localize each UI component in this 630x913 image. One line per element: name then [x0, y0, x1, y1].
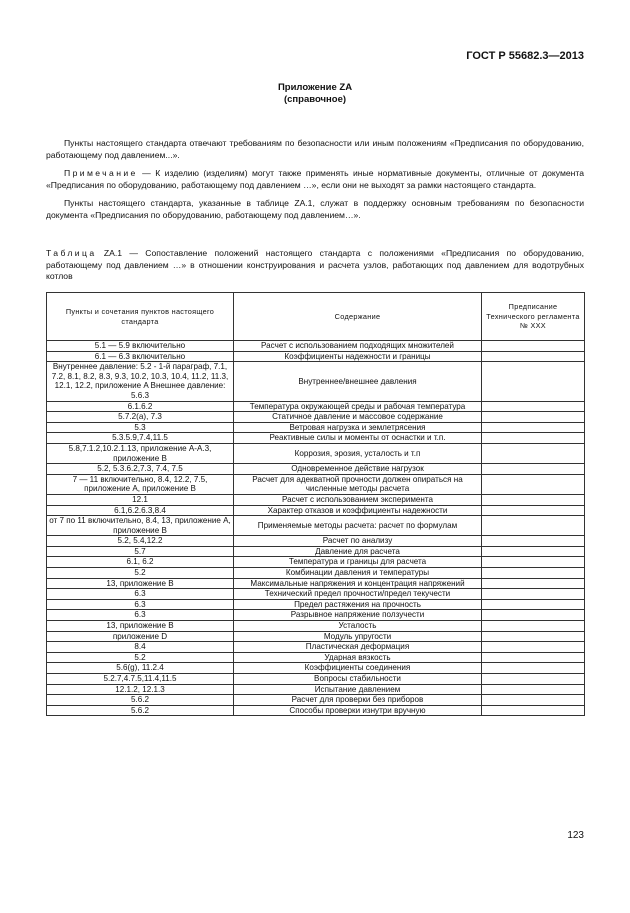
regulation-cell — [482, 401, 585, 412]
regulation-cell — [482, 663, 585, 674]
table-caption — [46, 248, 584, 290]
table-row — [47, 631, 585, 642]
clause-cell: 5.7.2(a), 7.3 — [47, 412, 234, 423]
clause-cell: 8.4 — [47, 642, 234, 653]
table-row — [47, 652, 585, 663]
note-label: Примечание — [64, 168, 138, 179]
regulation-cell — [482, 684, 585, 695]
annex-subtitle: (справочное) — [283, 94, 347, 105]
table-row — [47, 674, 585, 685]
regulation-cell — [482, 631, 585, 642]
clause-cell: 5.2.7,4.7.5,11.4,11.5 — [47, 674, 234, 685]
content-cell: Коэффициенты соединения — [234, 663, 482, 674]
clause-cell: 5.2 — [47, 652, 234, 663]
content-cell: Применяемые методы расчета: расчет по формулам — [234, 516, 482, 536]
regulation-cell — [482, 674, 585, 685]
clause-cell: 5.3 — [47, 422, 234, 433]
clause-cell: 13, приложение B — [47, 578, 234, 589]
table-row — [47, 610, 585, 621]
table-row — [47, 705, 585, 716]
table-row — [47, 621, 585, 632]
regulation-cell — [482, 505, 585, 516]
clause-cell: приложение D — [47, 631, 234, 642]
regulation-cell — [482, 422, 585, 433]
clause-cell: Внутреннее давление: 5.2 - 1-й параграф, 7.1, 7.2, 8.1, 8.2, 8.3, 9.3, 10.2, 10.3, 10.4, 11.2, 11.3, 12.1, 12.2, приложение A Внешнее давление: 5.6.3 — [47, 362, 234, 401]
clause-cell: 5.8,7.1.2,10.2.1.13, приложение A-A.3, приложение B — [47, 443, 234, 463]
table-caption-text: ZA.1 — Сопоставление положений настоящего стандарта с положениями «Предписания по оборудованию, работающему под давлением …» в отношении конструирования и расчета узлов, работающих под давлением для водотрубных котлов — [46, 248, 584, 282]
clause-cell: 6.3 — [47, 610, 234, 621]
table-row — [47, 516, 585, 536]
comparison-table — [46, 292, 585, 716]
table-row — [47, 505, 585, 516]
clause-cell: 6.1,6.2.6.3,8.4 — [47, 505, 234, 516]
content-cell: Испытание давлением — [234, 684, 482, 695]
regulation-cell — [482, 568, 585, 579]
table-body — [47, 341, 585, 716]
regulation-cell — [482, 464, 585, 475]
content-cell: Характер отказов и коэффициенты надежности — [234, 505, 482, 516]
regulation-cell — [482, 474, 585, 494]
regulation-cell — [482, 695, 585, 706]
note-paragraph — [46, 168, 584, 191]
header-clauses: Пункты и сочетания пунктов настоящего стандарта — [47, 293, 234, 341]
paragraph: Пункты настоящего стандарта отвечают требованиям по безопасности или иным положениям «Предписания по оборудованию, работающему под давлением...». — [46, 138, 584, 160]
clause-cell: 6.3 — [47, 589, 234, 600]
regulation-cell — [482, 546, 585, 557]
table-row — [47, 536, 585, 547]
content-cell: Реактивные силы и моменты от оснастки и т.п. — [234, 433, 482, 444]
regulation-cell — [482, 652, 585, 663]
content-cell: Предел растяжения на прочность — [234, 599, 482, 610]
regulation-cell — [482, 443, 585, 463]
clause-cell: 7 — 11 включительно, 8.4, 12.2, 7.5, приложение A, приложение B — [47, 474, 234, 494]
table-row — [47, 362, 585, 401]
content-cell: Максимальные напряжения и концентрация напряжений — [234, 578, 482, 589]
regulation-cell — [482, 412, 585, 423]
content-cell: Коэффициенты надежности и границы — [234, 351, 482, 362]
content-cell: Расчет с использованием подходящих множителей — [234, 341, 482, 352]
annex-heading — [0, 82, 630, 106]
annex-title: Приложение ZA — [277, 82, 353, 93]
table-header-row — [47, 293, 585, 341]
regulation-cell — [482, 341, 585, 352]
table-row — [47, 464, 585, 475]
regulation-cell — [482, 557, 585, 568]
clause-cell: 12.1 — [47, 494, 234, 505]
regulation-cell — [482, 578, 585, 589]
clause-cell: 6.1.6.2 — [47, 401, 234, 412]
content-cell: Расчет для адекватной прочности должен опираться на численные методы расчета — [234, 474, 482, 494]
content-cell: Вопросы стабильности — [234, 674, 482, 685]
table-row — [47, 351, 585, 362]
table-row — [47, 684, 585, 695]
clause-cell: 6.1 — 6.3 включительно — [47, 351, 234, 362]
regulation-cell — [482, 362, 585, 401]
content-cell: Способы проверки изнутри вручную — [234, 705, 482, 716]
regulation-cell — [482, 433, 585, 444]
regulation-cell — [482, 589, 585, 600]
content-cell: Ударная вязкость — [234, 652, 482, 663]
content-cell: Разрывное напряжение ползучести — [234, 610, 482, 621]
clause-cell: 5.2, 5.4,12.2 — [47, 536, 234, 547]
regulation-cell — [482, 599, 585, 610]
clause-cell: 5.1 — 5.9 включительно — [47, 341, 234, 352]
table-row — [47, 474, 585, 494]
regulation-cell — [482, 621, 585, 632]
clause-cell: 5.6.2 — [47, 695, 234, 706]
regulation-cell — [482, 536, 585, 547]
table-row — [47, 578, 585, 589]
header-content: Содержание — [234, 293, 482, 341]
content-cell: Модуль упругости — [234, 631, 482, 642]
note-text: — К изделию (изделиям) могут также применять иные нормативные документы, отличные от документа «Предписания по оборудованию, работающему под давлением …», если они не выходят за рамки настоящего стандарта. — [46, 168, 584, 190]
clause-cell: от 7 по 11 включительно, 8.4, 13, приложение A, приложение B — [47, 516, 234, 536]
content-cell: Ветровая нагрузка и землетрясения — [234, 422, 482, 433]
regulation-cell — [482, 642, 585, 653]
content-cell: Комбинации давления и температуры — [234, 568, 482, 579]
table-row — [47, 695, 585, 706]
content-cell: Статичное давление и массовое содержание — [234, 412, 482, 423]
table-row — [47, 494, 585, 505]
table-row — [47, 557, 585, 568]
regulation-cell — [482, 494, 585, 505]
clause-cell: 6.3 — [47, 599, 234, 610]
content-cell: Температура окружающей среды и рабочая температура — [234, 401, 482, 412]
clause-cell: 12.1.2, 12.1.3 — [47, 684, 234, 695]
content-cell: Расчет для проверки без приборов — [234, 695, 482, 706]
content-cell: Расчет по анализу — [234, 536, 482, 547]
standard-code: ГОСТ Р 55682.3—2013 — [466, 50, 584, 62]
page-number: 123 — [567, 830, 584, 841]
clause-cell: 13, приложение B — [47, 621, 234, 632]
table-caption-label: Таблица — [46, 248, 97, 258]
content-cell: Пластическая деформация — [234, 642, 482, 653]
clause-cell: 5.2 — [47, 568, 234, 579]
table-row — [47, 663, 585, 674]
table-row — [47, 422, 585, 433]
regulation-cell — [482, 351, 585, 362]
table-row — [47, 642, 585, 653]
regulation-cell — [482, 705, 585, 716]
header-regulation: Предписание Технического регламента № XXX — [482, 293, 585, 341]
regulation-cell — [482, 516, 585, 536]
content-cell: Расчет с использованием эксперимента — [234, 494, 482, 505]
clause-cell: 5.7 — [47, 546, 234, 557]
table-row — [47, 401, 585, 412]
table-row — [47, 589, 585, 600]
table-row — [47, 341, 585, 352]
table-row — [47, 443, 585, 463]
content-cell: Коррозия, эрозия, усталость и т.п — [234, 443, 482, 463]
table-row — [47, 412, 585, 423]
clause-cell: 5.6(g), 11.2.4 — [47, 663, 234, 674]
content-cell: Внутреннее/внешнее давления — [234, 362, 482, 401]
regulation-cell — [482, 610, 585, 621]
table-row — [47, 568, 585, 579]
table-row — [47, 433, 585, 444]
clause-cell: 5.6.2 — [47, 705, 234, 716]
clause-cell: 5.2, 5.3.6.2,7.3, 7.4, 7.5 — [47, 464, 234, 475]
intro-text — [46, 138, 584, 229]
content-cell: Температура и границы для расчета — [234, 557, 482, 568]
clause-cell: 5.3.5.9,7.4,11.5 — [47, 433, 234, 444]
content-cell: Давление для расчета — [234, 546, 482, 557]
clause-cell: 6.1, 6.2 — [47, 557, 234, 568]
table-row — [47, 546, 585, 557]
content-cell: Технический предел прочности/предел текучести — [234, 589, 482, 600]
content-cell: Одновременное действие нагрузок — [234, 464, 482, 475]
table-row — [47, 599, 585, 610]
content-cell: Усталость — [234, 621, 482, 632]
paragraph: Пункты настоящего стандарта, указанные в таблице ZA.1, служат в поддержку основным требованиям по безопасности документа «Предписания по оборудованию, работающему под давлением…». — [46, 198, 584, 220]
